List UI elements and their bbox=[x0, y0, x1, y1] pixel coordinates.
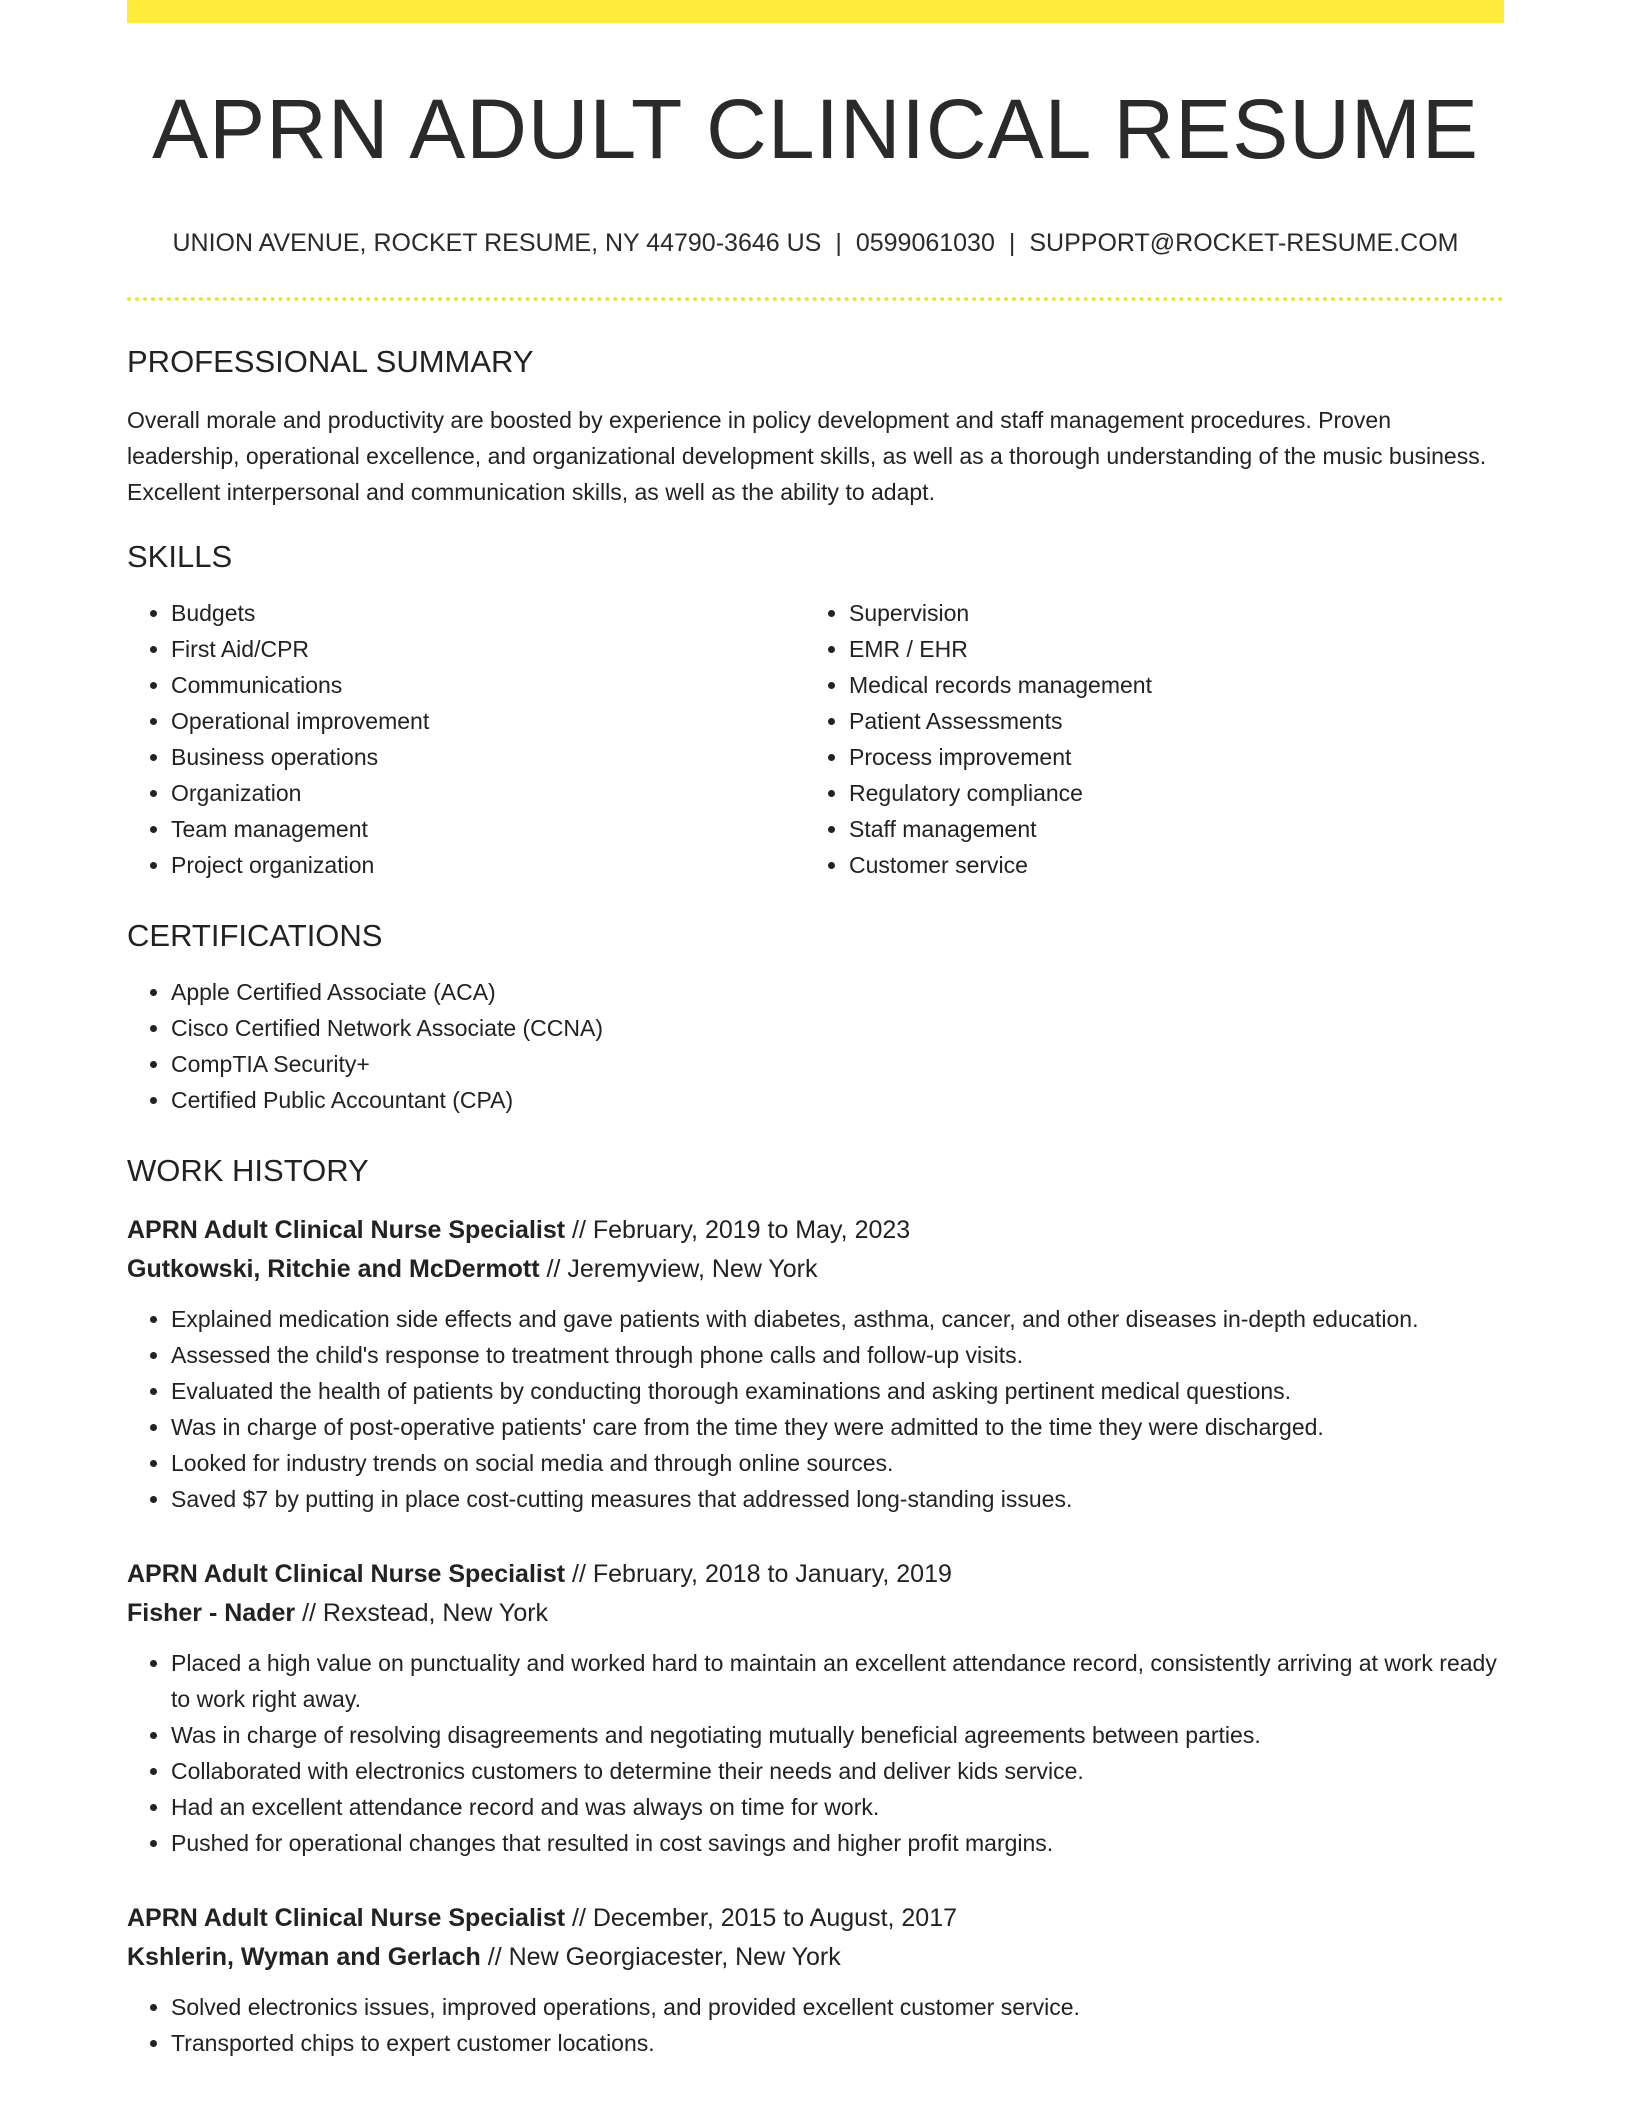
job-dates: February, 2019 to May, 2023 bbox=[592, 1216, 911, 1245]
job-company-line bbox=[127, 1250, 1504, 1289]
job-location: New Georgiacester, New York bbox=[508, 1943, 841, 1972]
skill-item: • Budgets bbox=[171, 595, 805, 631]
job-bullet: • Looked for industry trends on social media and through online sources. bbox=[171, 1445, 1504, 1481]
job-title: APRN Adult Clinical Nurse Specialist bbox=[127, 1560, 566, 1589]
job-separator: // bbox=[487, 1943, 502, 1972]
job-company-line bbox=[127, 1594, 1504, 1633]
skill-item: • Supervision bbox=[849, 595, 1483, 631]
job-title: APRN Adult Clinical Nurse Specialist bbox=[127, 1904, 566, 1933]
address: UNION AVENUE, ROCKET RESUME, NY 44790-3646 US bbox=[172, 228, 822, 257]
job-bullets bbox=[127, 1989, 1504, 2061]
certifications-list bbox=[127, 974, 1504, 1118]
professional-summary-section bbox=[127, 343, 1504, 510]
skill-item: • Business operations bbox=[171, 739, 805, 775]
resume-title: APRN ADULT CLINICAL RESUME bbox=[152, 82, 1479, 176]
skill-item: • Staff management bbox=[849, 811, 1483, 847]
job-bullet: • Assessed the child's response to treatment through phone calls and follow-up visits. bbox=[171, 1337, 1504, 1373]
job-entry bbox=[127, 1899, 1504, 2061]
job-title: APRN Adult Clinical Nurse Specialist bbox=[127, 1216, 566, 1245]
certifications-section bbox=[127, 917, 1504, 1118]
skill-item: • Patient Assessments bbox=[849, 703, 1483, 739]
job-bullets bbox=[127, 1301, 1504, 1517]
job-company: Gutkowski, Ritchie and McDermott bbox=[127, 1255, 540, 1284]
job-location: Rexstead, New York bbox=[322, 1599, 549, 1628]
job-separator: // bbox=[572, 1216, 586, 1245]
skill-item: • EMR / EHR bbox=[849, 631, 1483, 667]
work-history-section bbox=[127, 1152, 1504, 2061]
job-bullet: • Had an excellent attendance record and was always on time for work. bbox=[171, 1789, 1504, 1825]
job-location: Jeremyview, New York bbox=[567, 1255, 818, 1284]
job-bullet: • Evaluated the health of patients by conducting thorough examinations and asking pertinent medical questions. bbox=[171, 1373, 1504, 1409]
section-heading: WORK HISTORY bbox=[127, 1153, 369, 1189]
job-bullet: • Was in charge of resolving disagreements and negotiating mutually beneficial agreements between parties. bbox=[171, 1717, 1504, 1753]
job-entry bbox=[127, 1211, 1504, 1517]
job-dates: December, 2015 to August, 2017 bbox=[592, 1904, 958, 1933]
certification-item: • Apple Certified Associate (ACA) bbox=[171, 974, 1504, 1010]
job-bullets bbox=[127, 1645, 1504, 1861]
accent-bar bbox=[127, 0, 1504, 23]
phone: 0599061030 bbox=[855, 228, 995, 257]
skill-item: • Project organization bbox=[171, 847, 805, 883]
job-bullet: • Collaborated with electronics customers to determine their needs and deliver kids service. bbox=[171, 1753, 1504, 1789]
resume-page bbox=[127, 0, 1504, 2061]
skill-item: • Communications bbox=[171, 667, 805, 703]
job-bullet: • Placed a high value on punctuality and worked hard to maintain an excellent attendance record, consistently arriving at work ready to work right away. bbox=[171, 1645, 1504, 1717]
email: SUPPORT@ROCKET-RESUME.COM bbox=[1029, 228, 1459, 257]
job-bullet: • Transported chips to expert customer locations. bbox=[171, 2025, 1504, 2061]
job-bullet: • Explained medication side effects and gave patients with diabetes, asthma, cancer, and other diseases in-depth education. bbox=[171, 1301, 1504, 1337]
job-title-line bbox=[127, 1555, 1504, 1594]
job-bullet: • Pushed for operational changes that resulted in cost savings and higher profit margins. bbox=[171, 1825, 1504, 1861]
skill-item: • Regulatory compliance bbox=[849, 775, 1483, 811]
job-separator: // bbox=[302, 1599, 316, 1628]
contact-line bbox=[127, 228, 1504, 258]
job-title-line bbox=[127, 1211, 1504, 1250]
skills-list-right bbox=[805, 595, 1483, 883]
skill-item: • First Aid/CPR bbox=[171, 631, 805, 667]
certification-item: • Cisco Certified Network Associate (CCNA) bbox=[171, 1010, 1504, 1046]
job-company: Fisher - Nader bbox=[127, 1599, 296, 1628]
skill-item: • Medical records management bbox=[849, 667, 1483, 703]
job-title-line bbox=[127, 1899, 1504, 1938]
skill-item: • Process improvement bbox=[849, 739, 1483, 775]
certification-item: • CompTIA Security+ bbox=[171, 1046, 1504, 1082]
section-heading: PROFESSIONAL SUMMARY bbox=[127, 343, 534, 379]
certification-item: • Certified Public Accountant (CPA) bbox=[171, 1082, 1504, 1118]
job-dates: February, 2018 to January, 2019 bbox=[592, 1560, 952, 1589]
skills-columns bbox=[127, 595, 1504, 883]
skills-section bbox=[127, 538, 1504, 883]
contact-separator: | bbox=[1008, 228, 1016, 257]
contact-separator: | bbox=[835, 228, 842, 257]
job-bullet: • Solved electronics issues, improved operations, and provided excellent customer service. bbox=[171, 1989, 1504, 2025]
dotted-divider bbox=[127, 297, 1504, 301]
skill-item: • Organization bbox=[171, 775, 805, 811]
job-company-line bbox=[127, 1938, 1504, 1977]
skill-item: • Operational improvement bbox=[171, 703, 805, 739]
job-bullet: • Was in charge of post-operative patients' care from the time they were admitted to the time they were discharged. bbox=[171, 1409, 1504, 1445]
summary-text: Overall morale and productivity are boosted by experience in policy development and staff management procedures. Proven leadership, operational excellence, and organizational development skills, as well as a thorough understanding of the music business. Excellent interpersonal and communication skills, as well as the ability to adapt. bbox=[127, 406, 1487, 505]
job-entry bbox=[127, 1555, 1504, 1861]
job-separator: // bbox=[572, 1904, 586, 1933]
section-heading: SKILLS bbox=[127, 538, 233, 574]
job-company: Kshlerin, Wyman and Gerlach bbox=[127, 1943, 481, 1972]
job-separator: // bbox=[572, 1560, 586, 1589]
job-separator: // bbox=[546, 1255, 561, 1284]
skill-item: • Team management bbox=[171, 811, 805, 847]
section-heading: CERTIFICATIONS bbox=[127, 917, 383, 953]
skills-list-left bbox=[127, 595, 805, 883]
job-bullet: • Saved $7 by putting in place cost-cutting measures that addressed long-standing issues. bbox=[171, 1481, 1504, 1517]
skill-item: • Customer service bbox=[849, 847, 1483, 883]
